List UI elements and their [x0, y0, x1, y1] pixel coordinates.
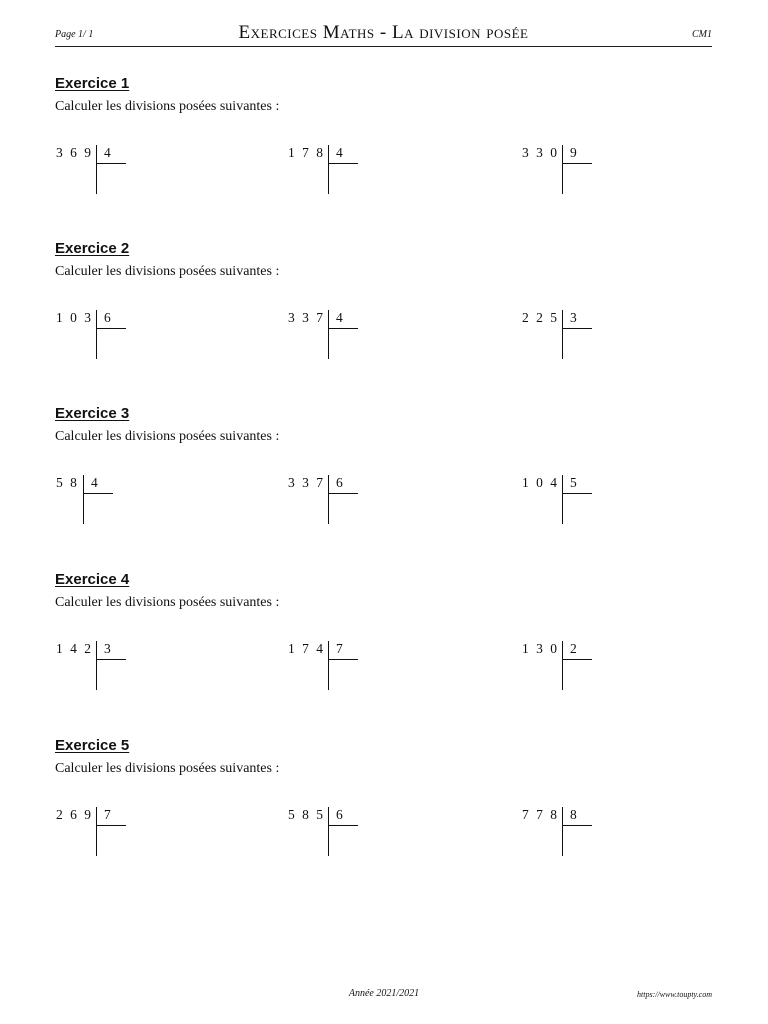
division-vertical-bar — [83, 475, 84, 524]
divisor: 4 — [91, 475, 98, 490]
division-problem — [287, 807, 447, 867]
division-vertical-bar — [328, 145, 329, 194]
exercise-title: Exercice 1 — [55, 75, 130, 92]
division-horizontal-bar — [328, 328, 358, 329]
division-horizontal-bar — [562, 659, 592, 660]
division-problem — [521, 310, 681, 370]
division-problem — [55, 807, 215, 867]
division-horizontal-bar — [328, 659, 358, 660]
division-vertical-bar — [562, 641, 563, 690]
dividend: 3 6 9 — [56, 145, 93, 160]
dividend: 5 8 5 — [288, 807, 325, 822]
dividend: 2 6 9 — [56, 807, 93, 822]
division-vertical-bar — [328, 641, 329, 690]
division-horizontal-bar — [562, 825, 592, 826]
grade-level: CM1 — [692, 29, 712, 40]
exercise-instruction: Calculer les divisions posées suivantes : — [55, 99, 280, 114]
divisor: 3 — [570, 310, 577, 325]
exercise-5 — [55, 737, 715, 887]
division-horizontal-bar — [562, 493, 592, 494]
divisor: 6 — [104, 310, 111, 325]
dividend: 3 3 0 — [522, 145, 559, 160]
exercise-1 — [55, 75, 715, 225]
exercise-2 — [55, 240, 715, 390]
dividend: 1 0 3 — [56, 310, 93, 325]
dividend: 7 7 8 — [522, 807, 559, 822]
page-number: Page 1/ 1 — [55, 29, 94, 40]
page-header — [55, 20, 712, 47]
exercise-instruction: Calculer les divisions posées suivantes : — [55, 595, 280, 610]
divisor: 7 — [336, 641, 343, 656]
divisor: 4 — [336, 310, 343, 325]
division-horizontal-bar — [83, 493, 113, 494]
divisor: 2 — [570, 641, 577, 656]
division-vertical-bar — [328, 475, 329, 524]
division-problem — [521, 641, 681, 701]
exercise-title: Exercice 4 — [55, 571, 130, 588]
divisor: 4 — [336, 145, 343, 160]
division-horizontal-bar — [328, 163, 358, 164]
division-vertical-bar — [328, 807, 329, 856]
dividend: 5 8 — [56, 475, 79, 490]
dividend: 3 3 7 — [288, 475, 325, 490]
division-vertical-bar — [96, 310, 97, 359]
division-problem — [521, 145, 681, 205]
division-vertical-bar — [562, 310, 563, 359]
divisor: 9 — [570, 145, 577, 160]
divisor: 3 — [104, 641, 111, 656]
divisor: 5 — [570, 475, 577, 490]
division-problem — [287, 641, 447, 701]
divisor: 4 — [104, 145, 111, 160]
division-vertical-bar — [562, 807, 563, 856]
division-horizontal-bar — [96, 328, 126, 329]
exercise-title: Exercice 5 — [55, 737, 130, 754]
division-problem — [55, 475, 215, 535]
exercise-4 — [55, 571, 715, 721]
divisor: 8 — [570, 807, 577, 822]
division-problem — [55, 145, 215, 205]
division-vertical-bar — [328, 310, 329, 359]
exercise-3 — [55, 405, 715, 555]
division-horizontal-bar — [96, 825, 126, 826]
division-horizontal-bar — [96, 163, 126, 164]
division-problem — [287, 145, 447, 205]
exercise-instruction: Calculer les divisions posées suivantes : — [55, 761, 280, 776]
division-vertical-bar — [562, 475, 563, 524]
division-vertical-bar — [562, 145, 563, 194]
exercise-title: Exercice 3 — [55, 405, 130, 422]
divisor: 6 — [336, 475, 343, 490]
division-vertical-bar — [96, 145, 97, 194]
dividend: 1 0 4 — [522, 475, 559, 490]
division-vertical-bar — [96, 641, 97, 690]
division-problem — [287, 310, 447, 370]
dividend: 1 4 2 — [56, 641, 93, 656]
division-horizontal-bar — [328, 493, 358, 494]
division-problem — [55, 641, 215, 701]
division-problem — [521, 475, 681, 535]
exercise-title: Exercice 2 — [55, 240, 130, 257]
division-horizontal-bar — [328, 825, 358, 826]
dividend: 1 3 0 — [522, 641, 559, 656]
division-problem — [287, 475, 447, 535]
exercise-instruction: Calculer les divisions posées suivantes : — [55, 429, 280, 444]
division-horizontal-bar — [96, 659, 126, 660]
division-horizontal-bar — [562, 328, 592, 329]
dividend: 2 2 5 — [522, 310, 559, 325]
division-problem — [521, 807, 681, 867]
divisor: 6 — [336, 807, 343, 822]
division-problem — [55, 310, 215, 370]
dividend: 3 3 7 — [288, 310, 325, 325]
footer-year: Année 2021/2021 — [348, 988, 420, 999]
division-horizontal-bar — [562, 163, 592, 164]
dividend: 1 7 8 — [288, 145, 325, 160]
divisor: 7 — [104, 807, 111, 822]
footer-url: https://www.toupty.com — [637, 990, 712, 999]
page-title: Exercices Maths - La division posée — [238, 22, 529, 43]
exercise-instruction: Calculer les divisions posées suivantes : — [55, 264, 280, 279]
dividend: 1 7 4 — [288, 641, 325, 656]
division-vertical-bar — [96, 807, 97, 856]
